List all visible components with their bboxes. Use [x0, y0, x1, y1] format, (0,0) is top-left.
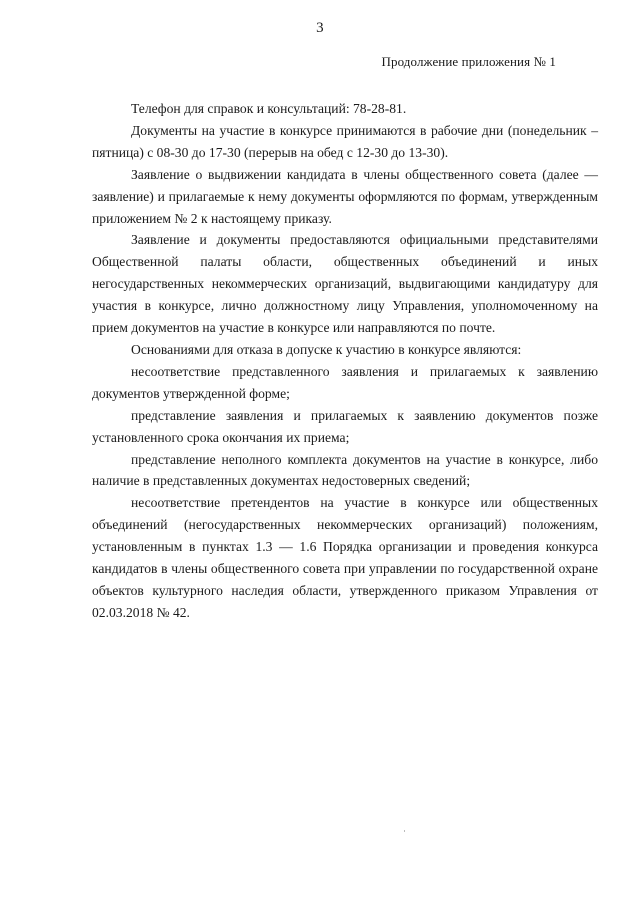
- paragraph-ground-noncompliance: несоответствие претендентов на участие в конкурсе или общественных объединений (негосударственных некоммерческих организаций) положениям, установленным в пунктах 1.3 — 1.6 Порядка организации и проведения конкурса кандидатов в члены общественного совета при управлении по государственной охране объектов культурного наследия области, утвержденного приказом Управления от 02.03.2018 № 42.: [92, 495, 598, 620]
- page-number: 3: [316, 20, 324, 36]
- paragraph-phone: Телефон для справок и консультаций: 78-28-81.: [131, 101, 407, 116]
- scan-speck: [404, 830, 405, 832]
- document-body: [92, 98, 598, 624]
- paragraph-submission: Заявление и документы предоставляются официальными представителями Общественной палаты области, общественных объединений и иных негосударственных некоммерческих организаций, выдвигающими кандидатуру для участия в конкурсе, лично должностному лицу Управления, уполномоченному на прием документов на участие в конкурсе или направляются по почте.: [92, 232, 598, 336]
- paragraph-ground-late-submission: представление заявления и прилагаемых к заявлению документов позже установленного срока окончания их приема;: [92, 407, 598, 445]
- paragraph-ground-incomplete: представление неполного комплекта документов на участие в конкурсе, либо наличие в представленных документах недостоверных сведений;: [92, 451, 598, 489]
- paragraph-refusal-grounds: Основаниями для отказа в допуске к участию в конкурсе являются:: [131, 341, 522, 357]
- paragraph-application-forms: Заявление о выдвижении кандидата в члены общественного совета (далее — заявление) и прилагаемые к нему документы оформляются по формам, утвержденным приложением № 2 к настоящему приказу.: [92, 166, 598, 226]
- appendix-continuation-note: Продолжение приложения № 1: [381, 54, 556, 69]
- paragraph-ground-form-mismatch: несоответствие представленного заявления и прилагаемых к заявлению документов утвержденной форме;: [92, 363, 598, 401]
- paragraph-working-hours: Документы на участие в конкурсе принимаются в рабочие дни (понедельник – пятница) с 08-30 до 17-30 (перерыв на обед с 12-30 до 13-30).: [92, 122, 598, 160]
